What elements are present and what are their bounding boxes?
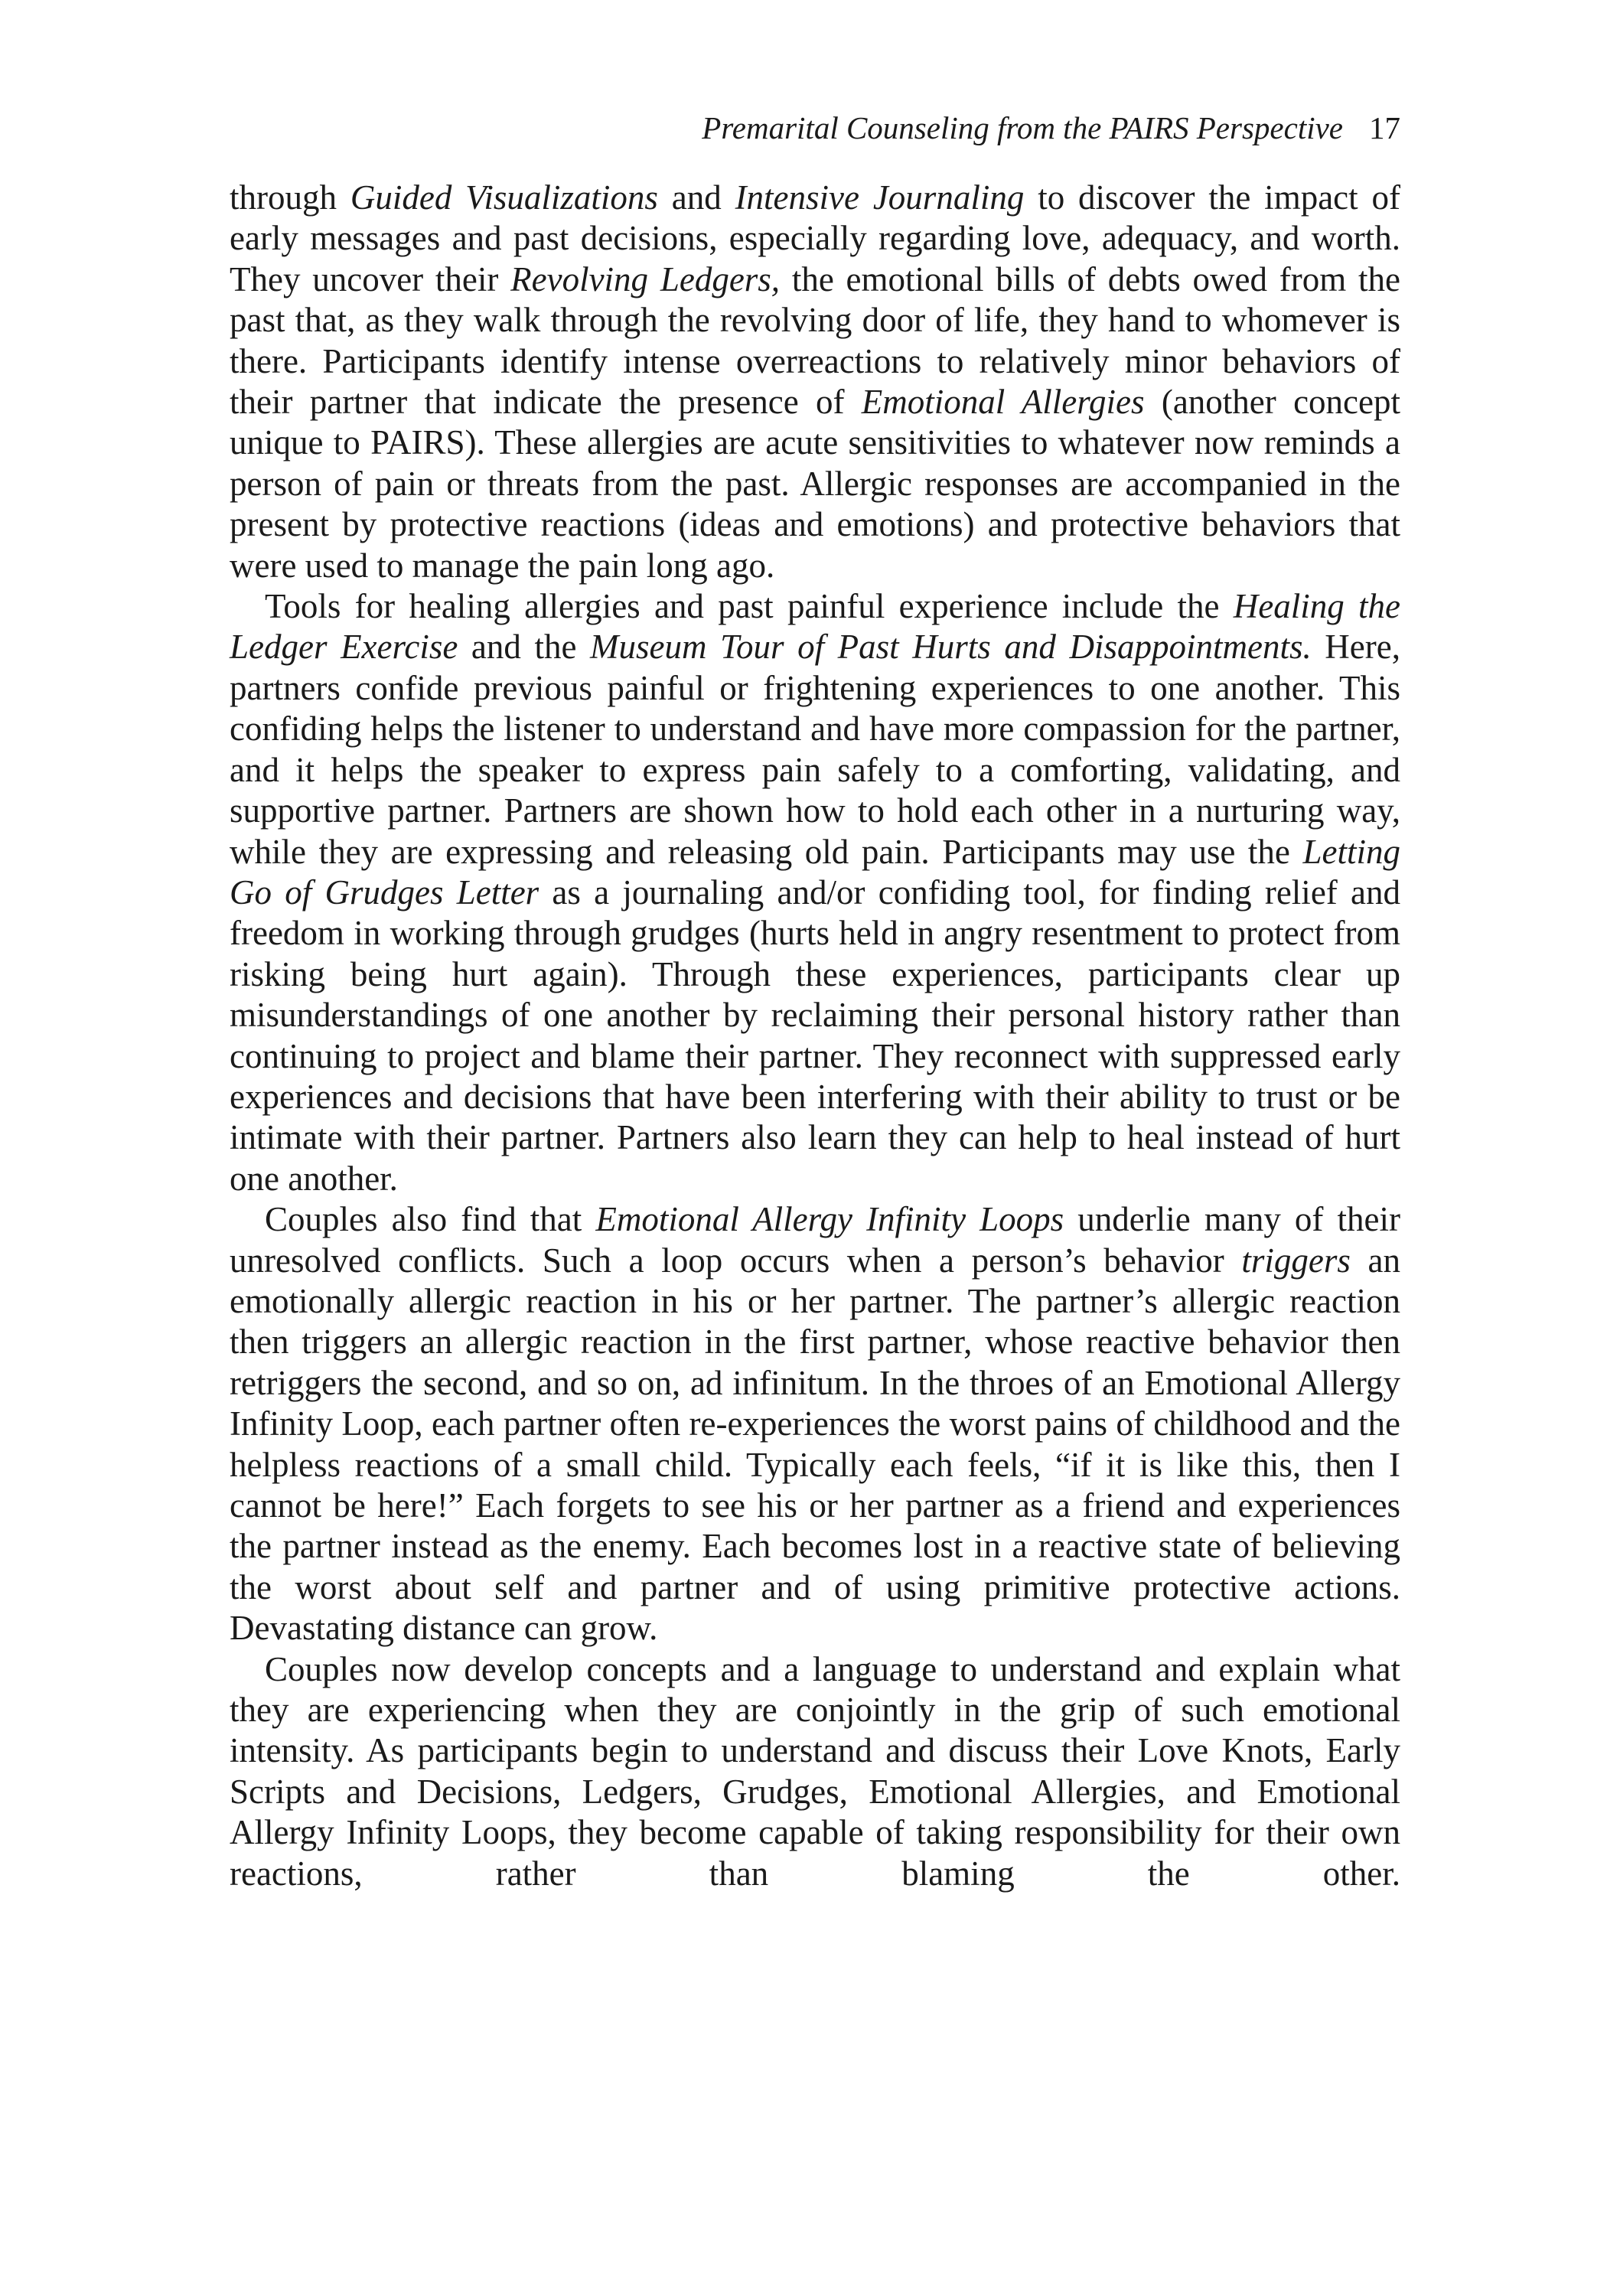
text-run: and <box>657 178 735 217</box>
text-run: Tools for healing allergies and past painful experience include the <box>265 587 1234 626</box>
text-run: through <box>230 178 350 217</box>
paragraph-3 <box>230 1199 1400 1649</box>
text-run: underlie many of their unresolved conflicts. Such a loop occurs when a person’s behavior <box>230 1200 1400 1280</box>
text-run: an emotionally allergic reaction in his or her partner. The partner’s allergic reaction then triggers an allergic reaction in the first partner, whose reactive behavior then retriggers the second, and so on, ad infinitum. In the throes of an Emotional Allergy Infinity Loop, each partner often re-experiences the worst pains of childhood and the helpless reactions of a small child. Typically each feels, “if it is like this, then I cannot be here!” Each forgets to see his or her partner as a friend and experiences the partner instead as the enemy. Each becomes lost in a reactive state of believing the worst about self and partner and of using primitive protective actions. Devastating distance can grow. <box>230 1241 1400 1648</box>
paragraph-2 <box>230 586 1400 1199</box>
italic-text-run: Emotional Allergy Infinity Loops <box>595 1200 1064 1239</box>
italic-text-run: Intensive Journaling <box>735 178 1025 217</box>
text-run: and the <box>458 628 591 667</box>
running-head <box>230 109 1400 147</box>
italic-text-run: Healing the Ledger Exercise <box>230 587 1400 667</box>
italic-text-run: Letting Go of Grudges Letter <box>230 832 1400 912</box>
text-run: Couples now develop concepts and a language to understand and explain what they are experiencing when they are conjointly in the grip of such emotional intensity. As participants begin to understand and discuss their Love Knots, Early Scripts and Decisions, Ledgers, Grudges, Emotional Allergies, and Emotional Allergy Infinity Loops, they become capable of taking responsibility for their own reactions, rather than blaming the other. <box>230 1649 1400 1893</box>
paragraph-1 <box>230 178 1400 586</box>
running-head-title: Premarital Counseling from the PAIRS Perspective <box>702 110 1343 145</box>
italic-text-run: Museum Tour of Past Hurts and Disappointments. <box>590 628 1312 667</box>
page-number: 17 <box>1369 110 1400 145</box>
paragraph-4 <box>230 1649 1400 1894</box>
text-run: Couples also find that <box>265 1200 596 1239</box>
text-run: as a journaling and/or confiding tool, for finding relief and freedom in working through grudges (hurts held in angry resentment to protect from risking being hurt again). Through these experiences, participants clear up misunderstandings of one another by reclaiming their personal history rather than continuing to project and blame their partner. They reconnect with suppressed early experiences and decisions that have been interfering with their ability to trust or be intimate with their partner. Partners also learn they can help to heal instead of hurt one another. <box>230 872 1400 1198</box>
italic-text-run: Revolving Ledgers, <box>510 259 781 298</box>
text-run: Here, partners confide previous painful or frightening experiences to one another. This confiding helps the listener to understand and have more compassion for the partner, and it helps the speaker to express pain safely to a comforting, validating, and supportive partner. Partners are shown how to hold each other in a nurturing way, while they are expressing and releasing old pain. Participants may use the <box>230 628 1400 871</box>
text-run: the emotional bills of debts owed from the past that, as they walk through the revolving door of life, they hand to whomever is there. Participants identify intense overreactions to relatively minor behaviors of their partner that indicate the presence of <box>230 259 1400 422</box>
text-run: to discover the impact of early messages and past decisions, especially regarding love, adequacy, and worth. They uncover their <box>230 178 1400 298</box>
text-run: (another concept unique to PAIRS). These allergies are acute sensitivities to whatever now reminds a person of pain or threats from the past. Allergic responses are accompanied in the present by protective reactions (ideas and emotions) and protective behaviors that were used to manage the pain long ago. <box>230 383 1400 585</box>
italic-text-run: Guided Visualizations <box>350 178 658 217</box>
italic-text-run: Emotional Allergies <box>861 383 1145 422</box>
body-text <box>230 178 1400 1894</box>
italic-text-run: triggers <box>1241 1241 1351 1280</box>
